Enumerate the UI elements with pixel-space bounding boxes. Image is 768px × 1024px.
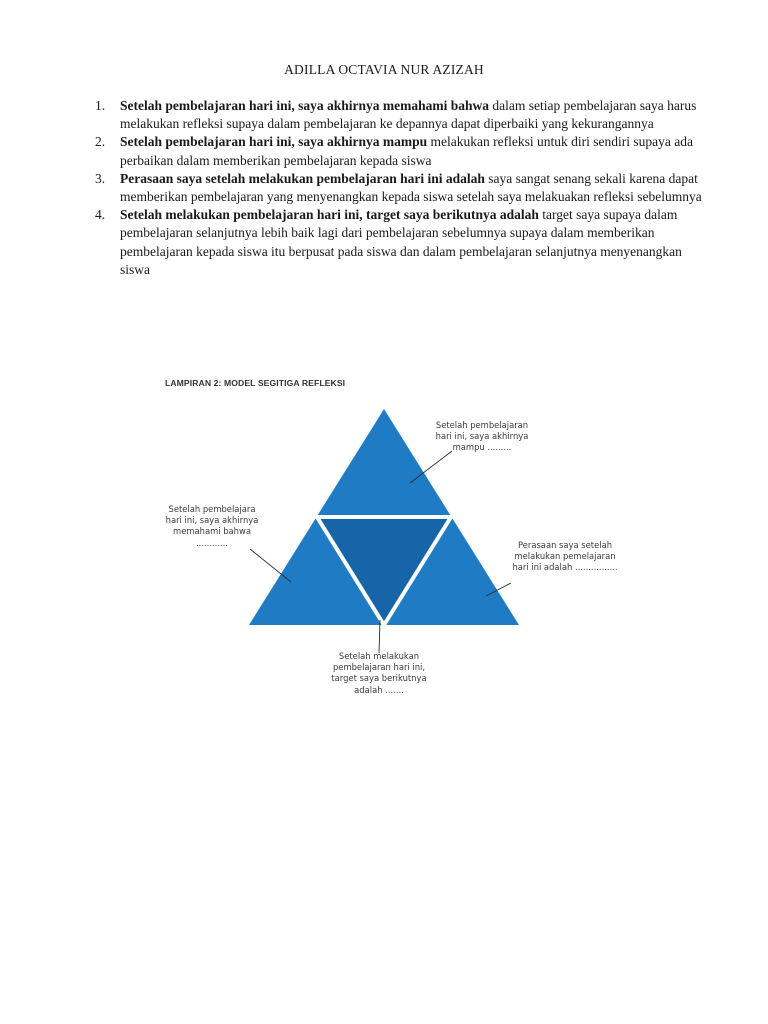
label-right: Perasaan saya setelah melakukan pemelajaran hari ini adalah ................ (512, 540, 618, 573)
item-prompt: Setelah pembelajaran hari ini, saya akhirnya memahami bahwa (120, 98, 490, 113)
list-item (95, 206, 705, 279)
figure-title: LAMPIRAN 2: MODEL SEGITIGA REFLEKSI (165, 378, 346, 388)
item-prompt: Setelah pembelajaran hari ini, saya akhirnya mampu (120, 134, 428, 150)
pointer-line-left (250, 549, 291, 582)
author-name: ADILLA OCTAVIA NUR AZIZAH (284, 62, 484, 77)
list-item (95, 170, 705, 206)
reflection-list (95, 97, 705, 279)
item-number: 1. (95, 98, 106, 113)
label-top: Setelah pembelajaran hari ini, saya akhirnya mampu ......... (435, 420, 529, 453)
item-number: 2. (95, 134, 106, 150)
item-answer: melakukan refleksi untuk diri sendiri supaya ada perbaikan dalam memberikan pembelajaran kepada siswa (120, 134, 693, 168)
item-answer: target saya supaya dalam pembelajaran selanjutnya lebih baik lagi dari pembelajaran sebelumnya supaya dalam memberikan pembelajaran kepada siswa itu berpusat pada siswa dan dalam pembelajaran selanjutnya menyenangkan siswa (120, 207, 682, 277)
item-answer: dalam setiap pembelajaran saya harus melakukan refleksi supaya dalam pembelajaran ke depannya dapat diperbaiki yang kekurangannya (120, 98, 697, 132)
item-answer: saya sangat senang sekali karena dapat memberikan pembelajaran yang menyenangkan kepada siswa setelah saya melakuakan refleksi sebelumnya (120, 170, 702, 205)
label-bottom: Setelah melakukan pembelajaran hari ini, target saya berikutnya adalah ....... (331, 651, 427, 695)
label-left: Setelah pembelajara hari ini, saya akhirnya memahami bahwa ............ (165, 504, 259, 548)
list-item (95, 133, 705, 169)
list-item (95, 97, 705, 133)
item-number: 4. (95, 207, 106, 223)
item-prompt: Perasaan saya setelah melakukan pembelajaran hari ini adalah (120, 170, 485, 186)
item-prompt: Setelah melakukan pembelajaran hari ini, target saya berikutnya adalah (120, 207, 539, 223)
reflection-triangle-figure (160, 370, 630, 710)
item-number: 3. (95, 170, 106, 186)
